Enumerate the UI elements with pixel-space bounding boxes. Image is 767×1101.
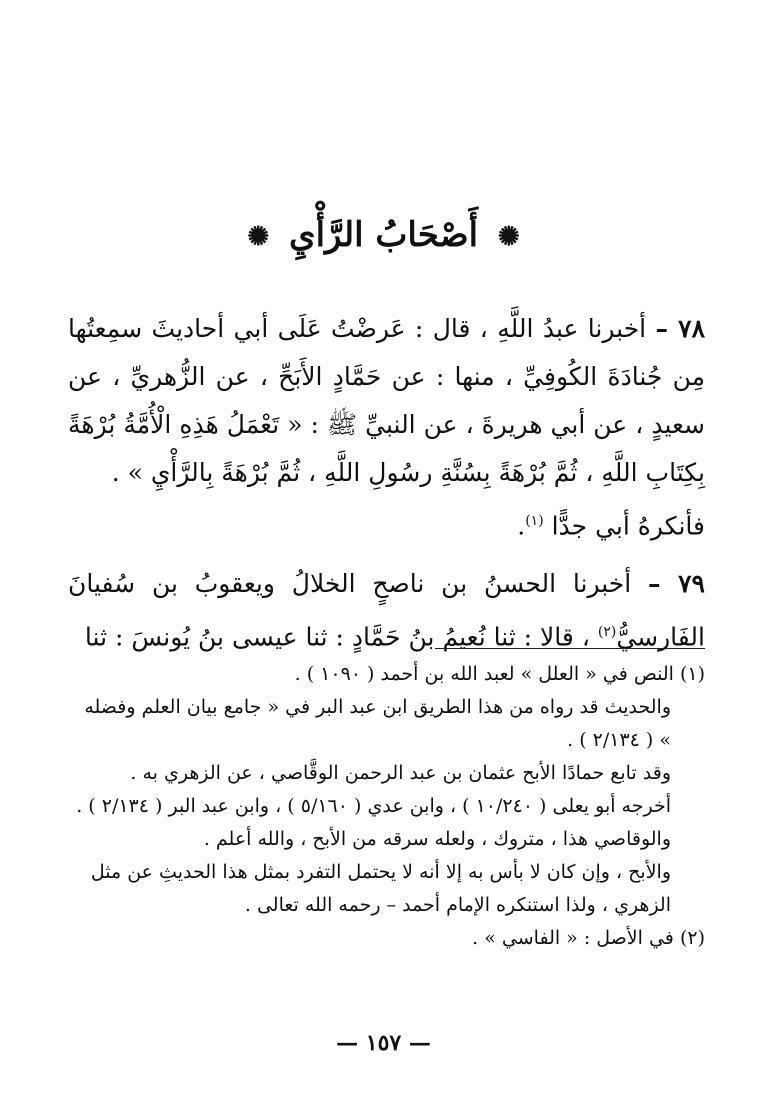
hadith-number: ٧٩ – — [648, 569, 705, 599]
footnote-marker: (١) — [679, 663, 705, 685]
footnote-ref: (٢) — [597, 624, 617, 641]
hadith-78-closing — [68, 497, 705, 550]
hadith-78 — [68, 305, 705, 497]
footnote-marker: (٢) — [679, 927, 705, 949]
footnote-1 — [68, 658, 705, 691]
hadith-79 — [68, 560, 705, 661]
chapter-heading — [0, 205, 767, 267]
footnote-1-line: والوقاصي هذا ، متروك ، ولعله سرقه من الأبح ، والله أعلم . — [203, 828, 671, 850]
star-ornament-icon: ✺ — [497, 222, 520, 252]
closing-period: . — [517, 511, 526, 541]
footnote-2 — [68, 922, 705, 955]
closing-text: فأنكرهُ أبي جدًّا — [551, 511, 705, 541]
hadith-text: ، قالا : ثنا نُعيمُ بنُ حَمَّادٍ : ثنا عيسى بنُ يُونسَ : ثنا — [84, 622, 590, 652]
chapter-title: أَصْحَابُ الرَّأْيِ — [288, 215, 479, 255]
footnote-1-line: والأبح ، وإن كان لا بأس به إلا أنه لا يحتمل التفرد بمثل هذا الحديثِ عن مثل الزهري ، ولذا استنكره الإمام أحمد – رحمه الله تعالى . — [90, 861, 671, 916]
footnote-1-line: أخرجه أبو يعلى ( ١٠/٢٤٠ ) ، وابن عدي ( ٥/١٦٠ ) ، وابن عبد البر ( ٢/١٣٤ ) . — [76, 795, 671, 817]
footnotes — [68, 658, 705, 955]
page-number: — ١٥٧ — — [336, 1030, 431, 1056]
hadith-text: أخبرنا الحسنُ بن ناصحٍ الخلالُ ويعقوبُ بن سُفيانَ الفَارسيُّ — [68, 569, 705, 652]
footnote-separator — [435, 648, 705, 649]
footnote-1-line: وقد تابع حمادًا الأبح عثمان بن عبد الرحمن الوقَّاصي ، عن الزهري به . — [130, 762, 671, 784]
main-text — [68, 305, 705, 662]
star-ornament-icon: ✺ — [247, 222, 270, 252]
footnote-1-line: والحديث قد رواه من هذا الطريق ابن عبد البر في « جامع بيان العلم وفضله » ( ٢/١٣٤ ) . — [84, 696, 671, 751]
hadith-number: ٧٨ – — [655, 314, 705, 343]
footnote-ref: (١) — [525, 513, 544, 529]
footnote-text: النص في « العلل » لعبد الله بن أحمد ( ١٠٩٠ ) . — [294, 663, 674, 685]
hadith-text: أخبرنا عبدُ اللَّهِ ، قال : عَرضْتُ عَلَى أبي أحاديثَ سمِعتُها مِن جُنادَةَ الكُوفِيِّ ، منها : عن حَمَّادٍ الأَبَحِّ ، عن الزُّهريِّ ، عن سعيدٍ ، عن أبي هريرةَ ، عن النبيِّ ﷺ : « تَعْمَلُ هَذِهِ الْأُمَّةُ بُرْهَةً بِكِتَابِ اللَّهِ ، ثُمَّ بُرْهَةً بِسُنَّةِ رسُولِ اللَّهِ ، ثُمَّ بُرْهَةً بِالرَّأْيِ » . — [68, 314, 705, 487]
footnote-text: في الأصل : « الفاسي » . — [472, 927, 674, 949]
